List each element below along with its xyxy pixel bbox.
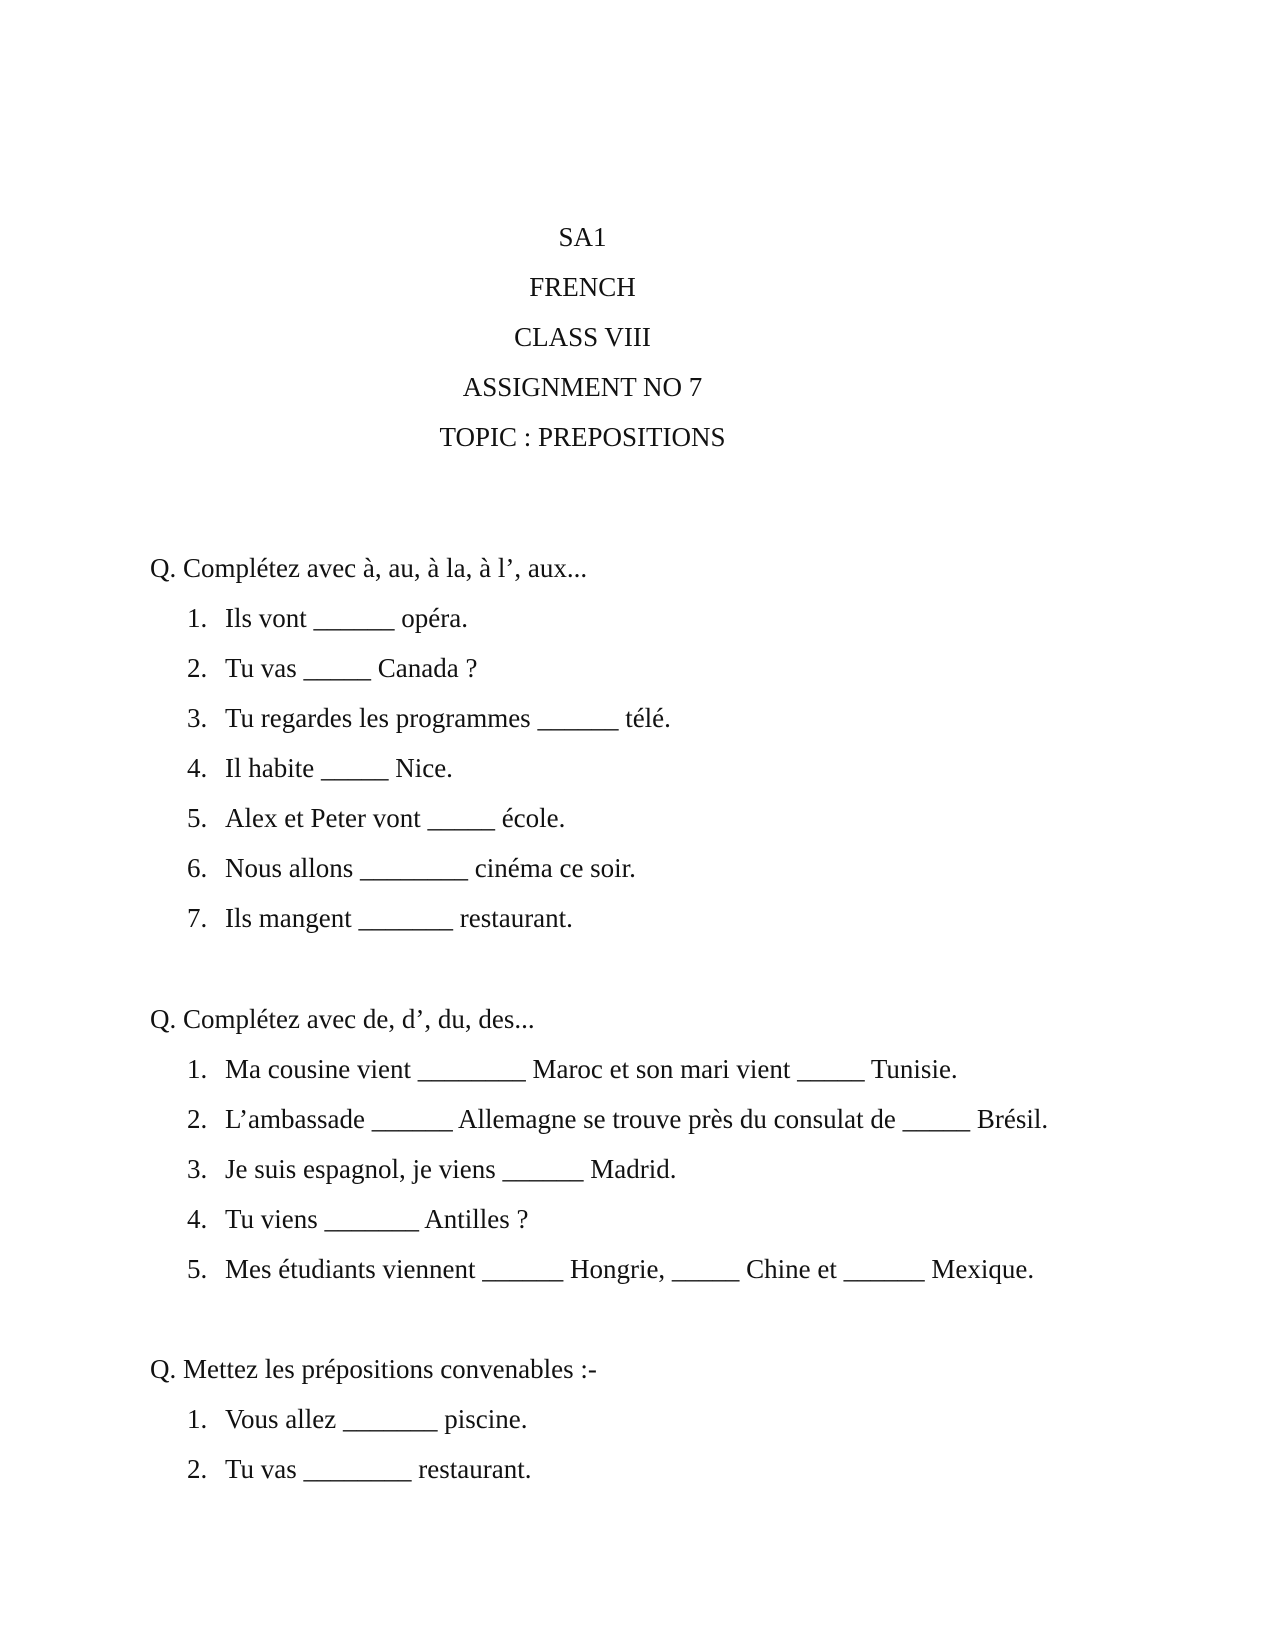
item-number: 2. [187,653,208,683]
list-item [150,593,1230,643]
header-class: CLASS VIII [514,322,651,352]
list-item [150,1094,1230,1144]
item-text: Nous allons ________ cinéma ce soir. [225,853,636,883]
item-text: Ils vont ______ opéra. [225,603,468,633]
list-item [150,893,1230,943]
item-text: Vous allez _______ piscine. [225,1404,528,1434]
list-item [150,743,1230,793]
item-text: Il habite _____ Nice. [225,753,453,783]
question-list [150,1394,1230,1494]
item-number: 6. [187,853,208,883]
list-item [150,1194,1230,1244]
header-assignment: ASSIGNMENT NO 7 [462,372,703,402]
list-item [150,793,1230,843]
item-text: Mes étudiants viennent ______ Hongrie, _____ Chine et ______ Mexique. [225,1254,1035,1284]
item-number: 5. [187,803,208,833]
item-text: Ils mangent _______ restaurant. [225,903,573,933]
list-item [150,643,1230,693]
question-section-1 [150,543,1230,943]
header-exam: SA1 [558,222,607,252]
item-number: 4. [187,1204,208,1234]
item-text: Tu regardes les programmes ______ télé. [225,703,671,733]
item-number: 7. [187,903,208,933]
question-list [150,1044,1230,1294]
item-number: 2. [187,1454,208,1484]
header-topic: TOPIC : PREPOSITIONS [439,422,726,452]
list-item [150,1144,1230,1194]
item-number: 5. [187,1254,208,1284]
item-text: Tu vas ________ restaurant. [225,1454,532,1484]
list-item [150,843,1230,893]
question-title: Q. Complétez avec à, au, à la, à l’, aux... [150,553,588,583]
item-text: L’ambassade ______ Allemagne se trouve près du consulat de _____ Brésil. [225,1104,1049,1134]
question-title: Q. Complétez avec de, d’, du, des... [150,1004,535,1034]
item-text: Alex et Peter vont _____ école. [225,803,566,833]
list-item [150,1444,1230,1494]
item-number: 3. [187,703,208,733]
item-text: Je suis espagnol, je viens ______ Madrid. [225,1154,677,1184]
document-header [0,212,1165,462]
item-text: Ma cousine vient ________ Maroc et son mari vient _____ Tunisie. [225,1054,958,1084]
item-text: Tu vas _____ Canada ? [225,653,478,683]
list-item [150,1394,1230,1444]
item-number: 1. [187,1404,208,1434]
list-item [150,1044,1230,1094]
question-section-3 [150,1344,1230,1494]
header-subject: FRENCH [529,272,636,302]
question-section-2 [150,994,1230,1294]
list-item [150,1244,1230,1294]
question-title: Q. Mettez les prépositions convenables :- [150,1354,597,1384]
list-item [150,693,1230,743]
item-number: 1. [187,1054,208,1084]
item-number: 4. [187,753,208,783]
item-text: Tu viens _______ Antilles ? [225,1204,529,1234]
question-list [150,593,1230,943]
item-number: 2. [187,1104,208,1134]
item-number: 1. [187,603,208,633]
item-number: 3. [187,1154,208,1184]
